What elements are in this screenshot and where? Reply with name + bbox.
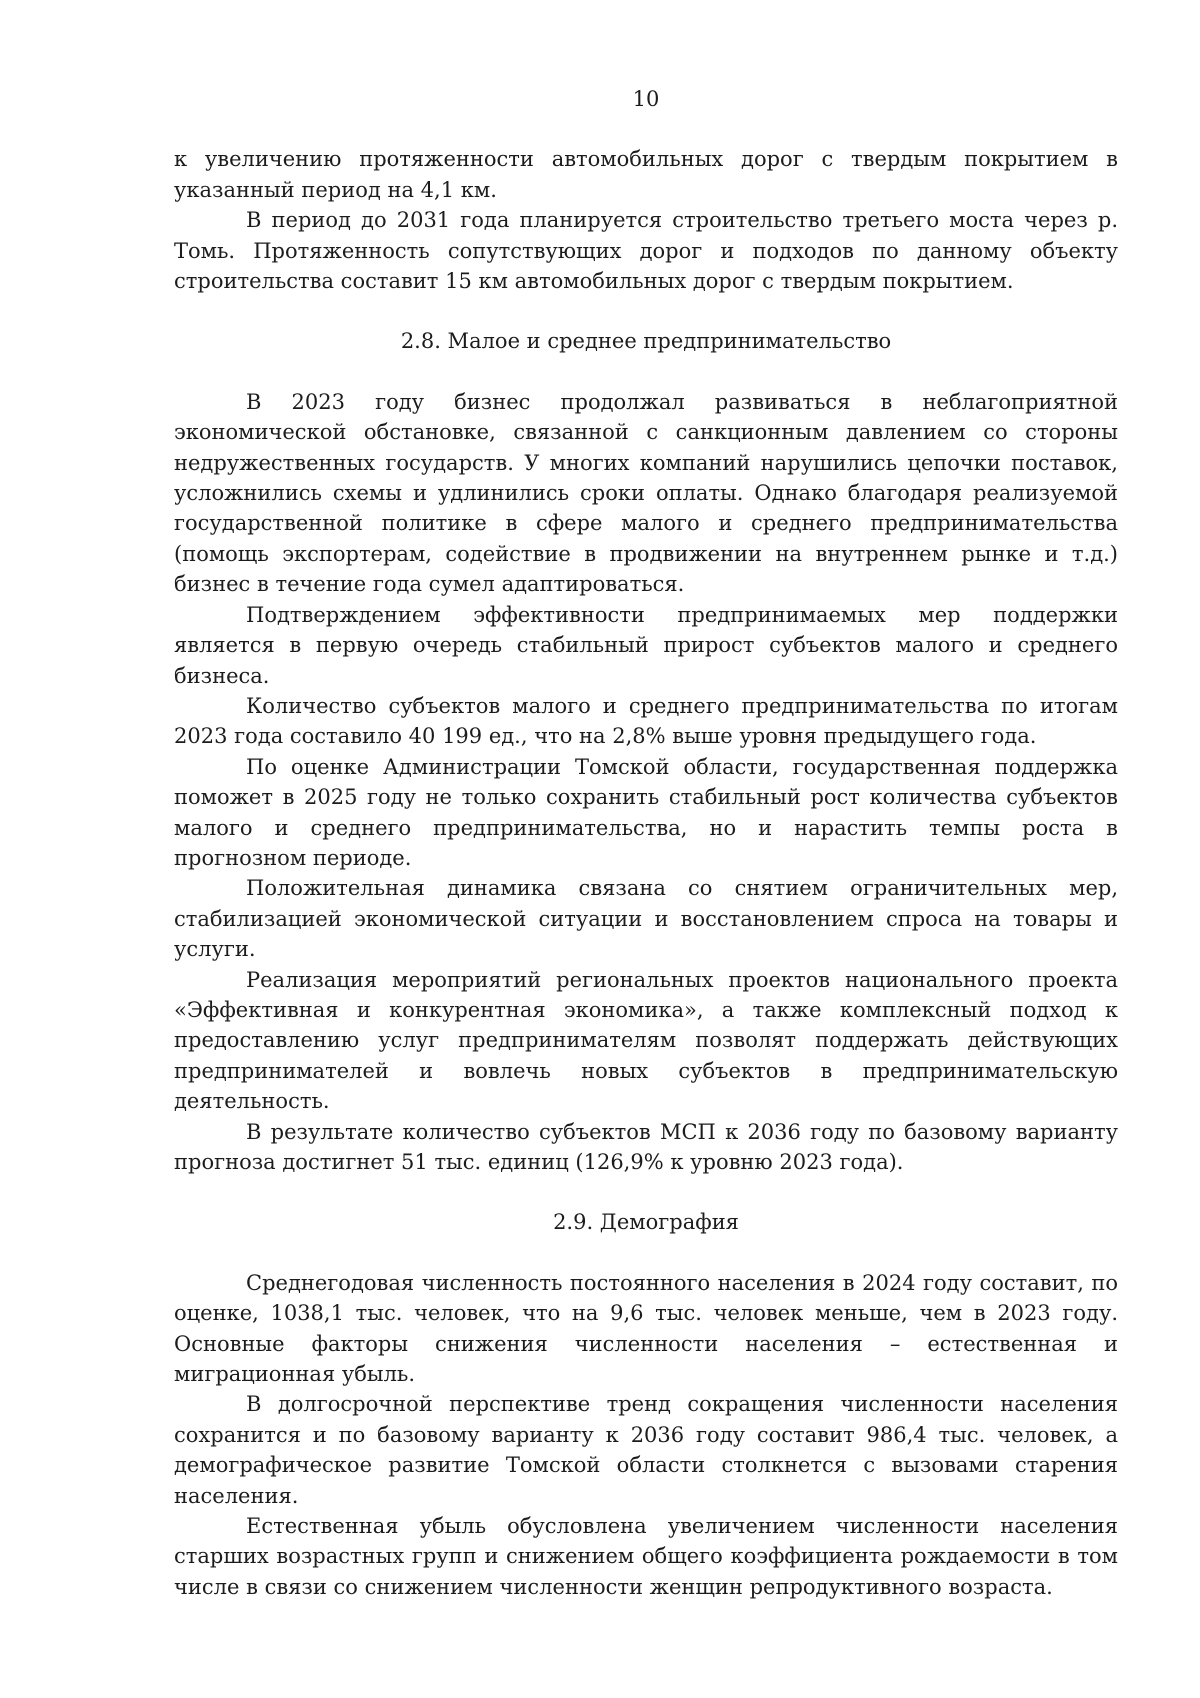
paragraph: Количество субъектов малого и среднего предпринимательства по итогам 2023 года составило 40 199 ед., что на 2,8% выше уровня предыдущего года.: [174, 693, 1118, 749]
paragraph: В результате количество субъектов МСП к 2036 году по базовому варианту прогноза достигнет 51 тыс. единиц (126,9% к уровню 2023 года).: [174, 1119, 1118, 1174]
page-number: 10: [632, 87, 660, 111]
paragraph: В 2023 году бизнес продолжал развиваться в неблагоприятной экономической обстановке, связанной с санкционным давлением со стороны недружественных государств. У многих компаний нарушились цепочки поставок, усложнились схемы и удлинились сроки оплаты. Однако благодаря реализуемой государственной политике в сфере малого и среднего предпринимательства (помощь экспортерам, содействие в продвижении на внутреннем рынке и т.д.) бизнес в течение года сумел адаптироваться.: [174, 389, 1118, 597]
paragraph: Подтверждением эффективности предпринимаемых мер поддержки является в первую очередь стабильный прирост субъектов малого и среднего бизнеса.: [174, 602, 1118, 688]
paragraph: В период до 2031 года планируется строительство третьего моста через р. Томь. Протяженность сопутствующих дорог и подходов по данному объекту строительства составит 15 км автомобильных дорог с твердым покрытием.: [174, 208, 1118, 294]
paragraph: к увеличению протяженности автомобильных дорог с твердым покрытием в указанный период на 4,1 км.: [174, 147, 1118, 202]
section-heading-2-9: 2.9. Демография: [553, 1210, 739, 1235]
paragraph: Естественная убыль обусловлена увеличением численности населения старших возрастных групп и снижением общего коэффициента рождаемости в том числе в связи со снижением численности женщин репродуктивного возраста.: [174, 1514, 1118, 1599]
paragraph: Среднегодовая численность постоянного населения в 2024 году составит, по оценке, 1038,1 тыс. человек, что на 9,6 тыс. человек меньше, чем в 2023 году. Основные факторы снижения численности населения – естественная и миграционная убыль.: [174, 1270, 1118, 1387]
paragraph: По оценке Администрации Томской области, государственная поддержка поможет в 2025 году не только сохранить стабильный рост количества субъектов малого и среднего предпринимательства, но и нарастить темпы роста в прогнозном периоде.: [174, 754, 1118, 870]
paragraph: В долгосрочной перспективе тренд сокращения численности населения сохранится и по базовому варианту к 2036 году составит 986,4 тыс. человек, а демографическое развитие Томской области столкнется с вызовами старения населения.: [174, 1392, 1118, 1508]
paragraph: Положительная динамика связана со снятием ограничительных мер, стабилизацией экономической ситуации и восстановлением спроса на товары и услуги.: [174, 876, 1118, 962]
section-heading-2-8: 2.8. Малое и среднее предпринимательство: [400, 329, 892, 354]
paragraph: Реализация мероприятий региональных проектов национального проекта «Эффективная и конкурентная экономика», а также комплексный подход к предоставлению услуг предпринимателям позволят поддержать действующих предпринимателей и вовлечь новых субъектов в предпринимательскую деятельность.: [174, 967, 1118, 1114]
